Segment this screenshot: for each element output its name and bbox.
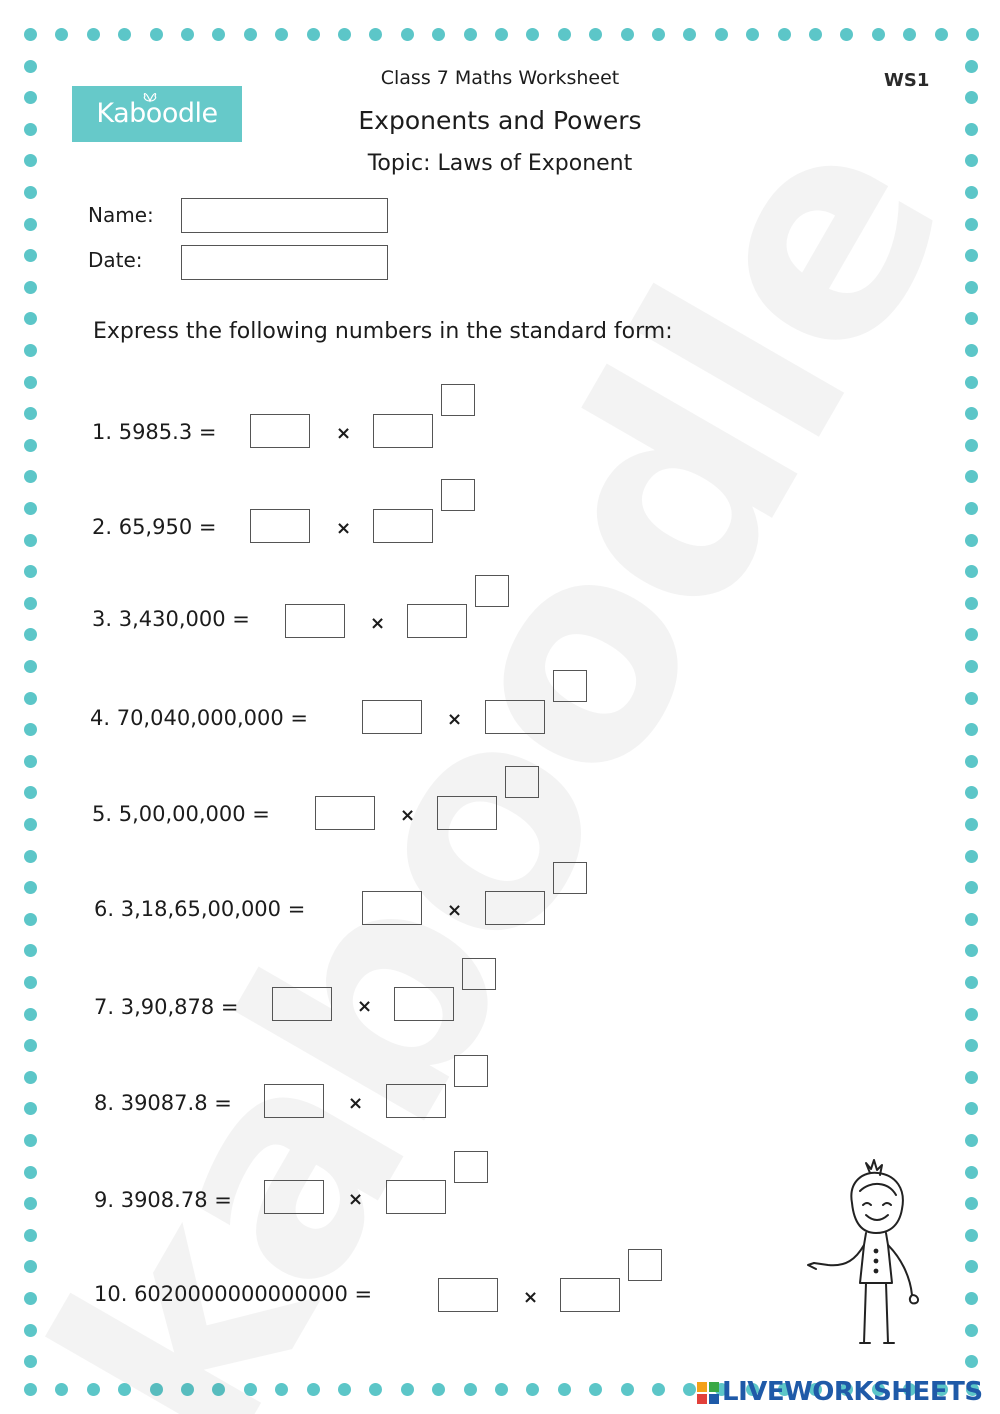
border-dot xyxy=(24,913,37,926)
question-2-coefficient-input[interactable] xyxy=(250,509,310,543)
border-dot xyxy=(24,818,37,831)
border-dot xyxy=(965,1071,978,1084)
border-dot xyxy=(965,1292,978,1305)
border-dot xyxy=(965,470,978,483)
border-dot xyxy=(965,1102,978,1115)
question-7-exponent-input[interactable] xyxy=(462,958,496,990)
border-dot xyxy=(652,28,665,41)
border-dot xyxy=(464,28,477,41)
question-10-label: 10. 6020000000000000 = xyxy=(94,1282,373,1306)
question-7-base-input[interactable] xyxy=(394,987,454,1021)
border-dot xyxy=(965,312,978,325)
border-dot xyxy=(24,1292,37,1305)
border-dot xyxy=(181,28,194,41)
liveworksheets-badge-icon xyxy=(696,1381,720,1405)
border-dot xyxy=(338,1383,351,1396)
question-4-base-input[interactable] xyxy=(485,700,545,734)
border-dot xyxy=(212,1383,225,1396)
border-dot xyxy=(24,1260,37,1273)
border-dot xyxy=(965,881,978,894)
question-6-coefficient-input[interactable] xyxy=(362,891,422,925)
border-dot xyxy=(369,1383,382,1396)
question-5-label: 5. 5,00,00,000 = xyxy=(92,802,270,826)
border-dot xyxy=(24,1324,37,1337)
border-dot xyxy=(746,28,759,41)
kaboodle-logo xyxy=(72,86,242,142)
question-6-times-sign: × xyxy=(447,900,463,921)
question-3-times-sign: × xyxy=(370,613,386,634)
border-dot xyxy=(809,28,822,41)
border-dot xyxy=(87,28,100,41)
question-8-base-input[interactable] xyxy=(386,1084,446,1118)
border-dot xyxy=(24,755,37,768)
border-dot xyxy=(24,786,37,799)
border-dot xyxy=(369,28,382,41)
border-dot xyxy=(778,28,791,41)
border-dot xyxy=(965,1229,978,1242)
question-1-base-input[interactable] xyxy=(373,414,433,448)
border-dot xyxy=(965,91,978,104)
border-dot xyxy=(965,597,978,610)
border-dot xyxy=(24,692,37,705)
question-10-exponent-input[interactable] xyxy=(628,1249,662,1281)
border-dot xyxy=(965,1324,978,1337)
border-dot xyxy=(150,28,163,41)
border-dot xyxy=(24,249,37,262)
question-2-times-sign: × xyxy=(336,518,352,539)
border-dot xyxy=(244,1383,257,1396)
border-dot xyxy=(432,28,445,41)
border-dot xyxy=(965,376,978,389)
border-dot xyxy=(24,1166,37,1179)
class-line: Class 7 Maths Worksheet xyxy=(380,67,620,89)
question-1-times-sign: × xyxy=(336,423,352,444)
border-dot xyxy=(24,1102,37,1115)
question-8-label: 8. 39087.8 = xyxy=(94,1091,232,1115)
question-6-exponent-input[interactable] xyxy=(553,862,587,894)
border-dot xyxy=(652,1383,665,1396)
question-4-exponent-input[interactable] xyxy=(553,670,587,702)
border-dot xyxy=(24,91,37,104)
border-dot xyxy=(24,154,37,167)
border-dot xyxy=(118,1383,131,1396)
border-dot xyxy=(526,1383,539,1396)
border-dot xyxy=(965,1197,978,1210)
border-dot xyxy=(24,470,37,483)
question-8-times-sign: × xyxy=(348,1093,364,1114)
border-dot xyxy=(715,28,728,41)
question-9-times-sign: × xyxy=(348,1189,364,1210)
border-dot xyxy=(24,534,37,547)
question-2-exponent-input[interactable] xyxy=(441,479,475,511)
border-dot xyxy=(965,1039,978,1052)
border-dot xyxy=(965,1134,978,1147)
border-dot xyxy=(307,1383,320,1396)
border-dot xyxy=(24,376,37,389)
question-10-coefficient-input[interactable] xyxy=(438,1278,498,1312)
border-dot xyxy=(589,28,602,41)
liveworksheets-text: LIVEWORKSHEETS xyxy=(722,1377,983,1407)
worksheet-title: Exponents and Powers xyxy=(358,106,642,135)
border-dot xyxy=(24,1355,37,1368)
border-dot xyxy=(181,1383,194,1396)
border-dot xyxy=(965,786,978,799)
border-dot xyxy=(24,944,37,957)
question-3-coefficient-input[interactable] xyxy=(285,604,345,638)
question-9-base-input[interactable] xyxy=(386,1180,446,1214)
border-dot xyxy=(965,249,978,262)
question-2-label: 2. 65,950 = xyxy=(92,515,217,539)
border-dot xyxy=(965,344,978,357)
border-dot xyxy=(965,439,978,452)
question-5-base-input[interactable] xyxy=(437,796,497,830)
border-dot xyxy=(965,1260,978,1273)
border-dot xyxy=(621,28,634,41)
border-dot xyxy=(24,1197,37,1210)
border-dot xyxy=(401,28,414,41)
question-1-label: 1. 5985.3 = xyxy=(92,420,217,444)
border-dot xyxy=(24,565,37,578)
border-dot xyxy=(965,154,978,167)
border-dot xyxy=(24,281,37,294)
question-5-coefficient-input[interactable] xyxy=(315,796,375,830)
question-10-base-input[interactable] xyxy=(560,1278,620,1312)
border-dot xyxy=(965,692,978,705)
border-dot xyxy=(965,1166,978,1179)
question-1-exponent-input[interactable] xyxy=(441,384,475,416)
question-1-coefficient-input[interactable] xyxy=(250,414,310,448)
border-dot xyxy=(24,597,37,610)
border-dot xyxy=(118,28,131,41)
border-dot xyxy=(24,123,37,136)
border-dot xyxy=(464,1383,477,1396)
border-dot xyxy=(683,1383,696,1396)
border-dot xyxy=(24,186,37,199)
border-dot xyxy=(965,660,978,673)
border-dot xyxy=(965,628,978,641)
border-dot xyxy=(621,1383,634,1396)
border-dot xyxy=(965,218,978,231)
name-label: Name: xyxy=(88,203,154,227)
border-dot xyxy=(24,1229,37,1242)
question-4-coefficient-input[interactable] xyxy=(362,700,422,734)
border-dot xyxy=(55,28,68,41)
border-dot xyxy=(244,28,257,41)
border-dot xyxy=(965,1008,978,1021)
question-4-label: 4. 70,040,000,000 = xyxy=(90,706,308,730)
border-dot xyxy=(965,850,978,863)
question-7-label: 7. 3,90,878 = xyxy=(94,995,239,1019)
border-dot xyxy=(24,344,37,357)
border-dot xyxy=(24,881,37,894)
border-dot xyxy=(24,1071,37,1084)
border-dot xyxy=(558,1383,571,1396)
border-dot xyxy=(903,28,916,41)
question-6-label: 6. 3,18,65,00,000 = xyxy=(94,897,306,921)
question-8-exponent-input[interactable] xyxy=(454,1055,488,1087)
question-5-times-sign: × xyxy=(400,805,416,826)
border-dot xyxy=(965,1355,978,1368)
question-9-coefficient-input[interactable] xyxy=(264,1180,324,1214)
border-dot xyxy=(965,186,978,199)
border-dot xyxy=(495,28,508,41)
border-dot xyxy=(150,1383,163,1396)
border-dot xyxy=(212,28,225,41)
border-dot xyxy=(965,913,978,926)
sheet-id: WS1 xyxy=(884,70,930,91)
border-dot xyxy=(526,28,539,41)
border-dot xyxy=(432,1383,445,1396)
date-label: Date: xyxy=(88,248,143,272)
border-dot xyxy=(965,534,978,547)
border-dot xyxy=(338,28,351,41)
border-dot xyxy=(589,1383,602,1396)
border-dot xyxy=(840,28,853,41)
border-dot xyxy=(965,407,978,420)
border-dot xyxy=(24,976,37,989)
question-4-times-sign: × xyxy=(447,709,463,730)
border-dot xyxy=(24,218,37,231)
question-9-exponent-input[interactable] xyxy=(454,1151,488,1183)
border-dot xyxy=(307,28,320,41)
border-dot xyxy=(275,1383,288,1396)
date-field[interactable] xyxy=(181,245,388,280)
question-3-label: 3. 3,430,000 = xyxy=(92,607,250,631)
logo-text: Kaboodle xyxy=(96,98,218,129)
border-dot xyxy=(24,60,37,73)
question-7-times-sign: × xyxy=(357,996,373,1017)
border-dot xyxy=(495,1383,508,1396)
instruction-text: Express the following numbers in the standard form: xyxy=(93,319,673,344)
name-field[interactable] xyxy=(181,198,388,233)
border-dot xyxy=(24,850,37,863)
border-dot xyxy=(24,1039,37,1052)
border-dot xyxy=(24,439,37,452)
border-dot xyxy=(24,502,37,515)
border-dot xyxy=(965,818,978,831)
question-9-label: 9. 3908.78 = xyxy=(94,1188,232,1212)
cartoon-boy-illustration xyxy=(800,1155,940,1355)
border-dot xyxy=(965,502,978,515)
border-dot xyxy=(401,1383,414,1396)
question-7-coefficient-input[interactable] xyxy=(272,987,332,1021)
border-dot xyxy=(275,28,288,41)
border-dot xyxy=(965,281,978,294)
question-3-exponent-input[interactable] xyxy=(475,575,509,607)
question-6-base-input[interactable] xyxy=(485,891,545,925)
border-dot xyxy=(24,1383,37,1396)
border-dot xyxy=(24,407,37,420)
border-dot xyxy=(965,944,978,957)
topic-line: Topic: Laws of Exponent xyxy=(367,151,633,176)
border-dot xyxy=(935,28,948,41)
border-dot xyxy=(965,123,978,136)
border-dot xyxy=(558,28,571,41)
border-dot xyxy=(24,1134,37,1147)
border-dot xyxy=(965,60,978,73)
border-dot xyxy=(24,660,37,673)
border-dot xyxy=(966,28,979,41)
border-dot xyxy=(965,976,978,989)
border-dot xyxy=(24,28,37,41)
border-dot xyxy=(24,1008,37,1021)
question-10-times-sign: × xyxy=(523,1287,539,1308)
border-dot xyxy=(683,28,696,41)
border-dot xyxy=(872,28,885,41)
border-dot xyxy=(965,723,978,736)
question-3-base-input[interactable] xyxy=(407,604,467,638)
border-dot xyxy=(24,628,37,641)
border-dot xyxy=(965,755,978,768)
question-2-base-input[interactable] xyxy=(373,509,433,543)
question-5-exponent-input[interactable] xyxy=(505,766,539,798)
border-dot xyxy=(965,565,978,578)
border-dot xyxy=(55,1383,68,1396)
border-dot xyxy=(24,312,37,325)
border-dot xyxy=(24,723,37,736)
question-8-coefficient-input[interactable] xyxy=(264,1084,324,1118)
border-dot xyxy=(87,1383,100,1396)
